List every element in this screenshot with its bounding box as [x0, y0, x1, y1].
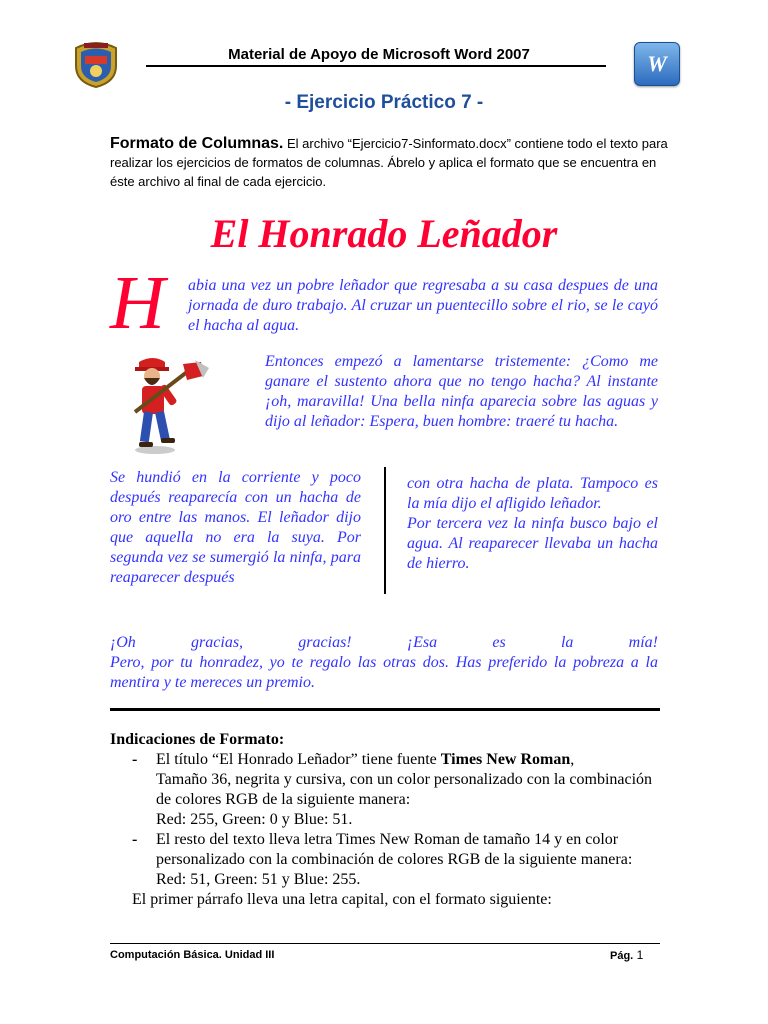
exercise-title: - Ejercicio Práctico 7 - [284, 92, 484, 113]
story-column-2-part-a: con otra hacha de plata. Tampoco es la mía dijo el afligido leñador. [407, 475, 658, 512]
dash-bullet: - [132, 831, 138, 848]
footer-page [610, 948, 643, 962]
format-indications [110, 730, 660, 910]
footer-left: Computación Básica. Unidad III [110, 949, 275, 961]
lumberjack-image [125, 354, 220, 456]
story-title: El Honrado Leñador [210, 211, 558, 256]
indication-2-text: El resto del texto lleva letra Times New Roman de tamaño 14 y en color personalizado con la combinación de colores RGB de la siguiente manera: [156, 831, 633, 868]
story-paragraph-1: abia una vez un pobre leñador que regresaba a su casa despues de una jornada de duro trabajo. Al cruzar un puentecillo sobre el rio, se le cayó el hacha al agua. [188, 277, 658, 334]
drop-cap: H [110, 261, 165, 345]
story-column-1: Se hundió en la corriente y poco después reaparecía con un hacha de oro entre las manos. El leñador dijo que aquella no era la suya. Por segunda vez se sumergió la ninfa, para reaparecer después [110, 469, 361, 586]
section-rule [110, 708, 660, 711]
indication-last: El primer párrafo lleva una letra capital, con el formato siguiente: [132, 891, 552, 908]
intro-paragraph [110, 134, 670, 191]
story-column-2-part-b: Por tercera vez la ninfa busco bajo el agua. Al reaparecer llevaba un hacha de hierro. [407, 515, 658, 572]
indication-2-rgb: Red: 51, Green: 51 y Blue: 255. [156, 871, 361, 888]
indication-1-text-a: El título “El Honrado Leñador” tiene fuente [156, 751, 441, 768]
dash-bullet: - [132, 751, 138, 768]
story-column-2 [407, 474, 658, 574]
story-final-line-a: ¡Oh gracias, gracias! ¡Esa es la mía! [110, 634, 658, 651]
column-divider [384, 467, 386, 594]
coat-of-arms-logo [70, 40, 122, 88]
footer-page-number: 1 [636, 948, 644, 962]
story-final-paragraph [110, 633, 658, 693]
header-title: Material de Apoyo de Microsoft Word 2007 [228, 46, 530, 63]
footer-page-label: Pág. [610, 950, 634, 962]
indication-1-rgb: Red: 255, Green: 0 y Blue: 51. [156, 811, 353, 828]
intro-text: El archivo “Ejercicio7-Sinformato.docx” contiene todo el texto para realizar los ejercicios de formatos de columnas. Ábrelo y aplica el formato que se encuentra en éste archivo al final de cada ejercicio. [110, 136, 668, 189]
indication-1-text-c: Tamaño 36, negrita y cursiva, con un color personalizado con la combinación de colores RGB de la siguiente manera: [156, 771, 653, 808]
story-final-line-b: Pero, por tu honradez, yo te regalo las otras dos. Has preferido la pobreza a la mentira y te mereces un premio. [110, 654, 658, 691]
indications-heading: Indicaciones de Formato: [110, 731, 285, 748]
header-rule [146, 65, 606, 67]
word-icon [634, 42, 680, 86]
indication-1-bold: Times New Roman [440, 751, 571, 768]
indication-1-text-b: , [570, 751, 575, 768]
indication-item-1 [110, 750, 660, 810]
word-icon-letter: W [647, 51, 667, 76]
footer-rule [110, 943, 660, 944]
story-paragraph-2: Entonces empezó a lamentarse tristemente: ¿Como me ganare el sustento ahora que no tengo hacha? Al instante ¡oh, maravilla! Una bella ninfa aparecia sobre las aguas y dijo al leñador: Espera, buen hombre: traeré tu hacha. [265, 353, 658, 430]
intro-lead: Formato de Columnas. [110, 135, 284, 152]
indication-item-2 [110, 830, 660, 870]
